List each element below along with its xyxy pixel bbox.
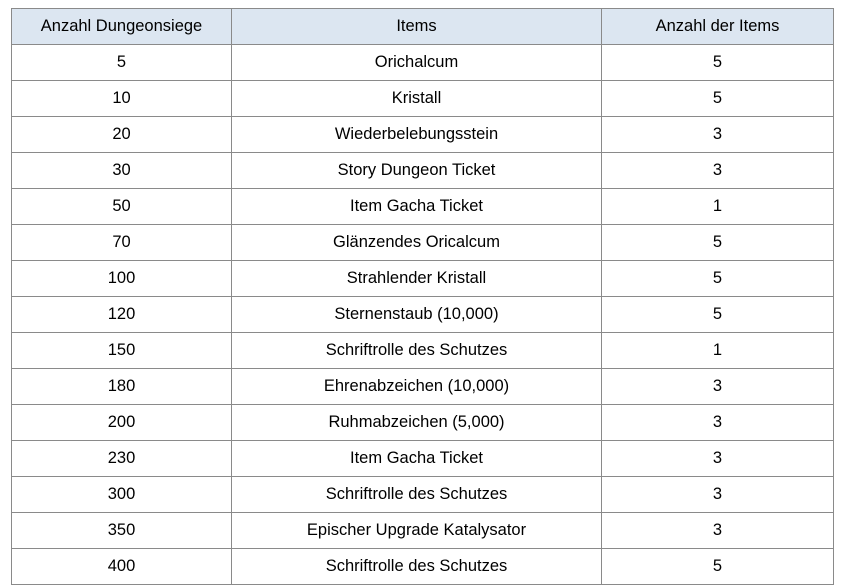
cell-item-name: Item Gacha Ticket bbox=[232, 441, 602, 477]
cell-dungeon-wins: 300 bbox=[12, 477, 232, 513]
cell-item-count: 5 bbox=[602, 549, 834, 585]
cell-dungeon-wins: 100 bbox=[12, 261, 232, 297]
cell-item-name: Wiederbelebungsstein bbox=[232, 117, 602, 153]
cell-item-name: Epischer Upgrade Katalysator bbox=[232, 513, 602, 549]
dungeon-rewards-table bbox=[11, 8, 834, 585]
table-row bbox=[12, 45, 834, 81]
cell-item-name: Sternenstaub (10,000) bbox=[232, 297, 602, 333]
cell-item-count: 5 bbox=[602, 45, 834, 81]
cell-dungeon-wins: 180 bbox=[12, 369, 232, 405]
cell-item-name: Schriftrolle des Schutzes bbox=[232, 477, 602, 513]
table-row bbox=[12, 477, 834, 513]
table-row bbox=[12, 333, 834, 369]
table-header bbox=[12, 9, 834, 45]
cell-item-count: 1 bbox=[602, 189, 834, 225]
cell-item-name: Schriftrolle des Schutzes bbox=[232, 333, 602, 369]
cell-item-name: Item Gacha Ticket bbox=[232, 189, 602, 225]
cell-item-count: 3 bbox=[602, 477, 834, 513]
cell-item-name: Strahlender Kristall bbox=[232, 261, 602, 297]
cell-item-count: 3 bbox=[602, 513, 834, 549]
cell-item-count: 1 bbox=[602, 333, 834, 369]
column-header-items: Items bbox=[232, 9, 602, 45]
cell-item-count: 3 bbox=[602, 405, 834, 441]
cell-item-name: Story Dungeon Ticket bbox=[232, 153, 602, 189]
cell-item-name: Orichalcum bbox=[232, 45, 602, 81]
table-header-row bbox=[12, 9, 834, 45]
table-body bbox=[12, 45, 834, 585]
cell-dungeon-wins: 150 bbox=[12, 333, 232, 369]
cell-item-count: 5 bbox=[602, 297, 834, 333]
column-header-item-count: Anzahl der Items bbox=[602, 9, 834, 45]
table-row bbox=[12, 225, 834, 261]
cell-dungeon-wins: 200 bbox=[12, 405, 232, 441]
cell-item-name: Schriftrolle des Schutzes bbox=[232, 549, 602, 585]
cell-item-count: 3 bbox=[602, 369, 834, 405]
cell-item-count: 3 bbox=[602, 441, 834, 477]
cell-item-count: 5 bbox=[602, 81, 834, 117]
cell-item-name: Kristall bbox=[232, 81, 602, 117]
cell-dungeon-wins: 400 bbox=[12, 549, 232, 585]
table-row bbox=[12, 441, 834, 477]
table-row bbox=[12, 81, 834, 117]
cell-dungeon-wins: 10 bbox=[12, 81, 232, 117]
table-row bbox=[12, 549, 834, 585]
cell-dungeon-wins: 350 bbox=[12, 513, 232, 549]
cell-item-name: Ehrenabzeichen (10,000) bbox=[232, 369, 602, 405]
table-row bbox=[12, 297, 834, 333]
cell-dungeon-wins: 50 bbox=[12, 189, 232, 225]
table-row bbox=[12, 189, 834, 225]
cell-item-count: 5 bbox=[602, 225, 834, 261]
cell-item-count: 3 bbox=[602, 153, 834, 189]
cell-dungeon-wins: 30 bbox=[12, 153, 232, 189]
cell-dungeon-wins: 20 bbox=[12, 117, 232, 153]
cell-dungeon-wins: 70 bbox=[12, 225, 232, 261]
cell-dungeon-wins: 120 bbox=[12, 297, 232, 333]
table-row bbox=[12, 405, 834, 441]
table-row bbox=[12, 117, 834, 153]
table-row bbox=[12, 369, 834, 405]
cell-item-name: Glänzendes Oricalcum bbox=[232, 225, 602, 261]
cell-item-name: Ruhmabzeichen (5,000) bbox=[232, 405, 602, 441]
cell-dungeon-wins: 5 bbox=[12, 45, 232, 81]
table-row bbox=[12, 261, 834, 297]
table-row bbox=[12, 513, 834, 549]
table-row bbox=[12, 153, 834, 189]
cell-item-count: 5 bbox=[602, 261, 834, 297]
column-header-dungeon-wins: Anzahl Dungeonsiege bbox=[12, 9, 232, 45]
cell-item-count: 3 bbox=[602, 117, 834, 153]
cell-dungeon-wins: 230 bbox=[12, 441, 232, 477]
